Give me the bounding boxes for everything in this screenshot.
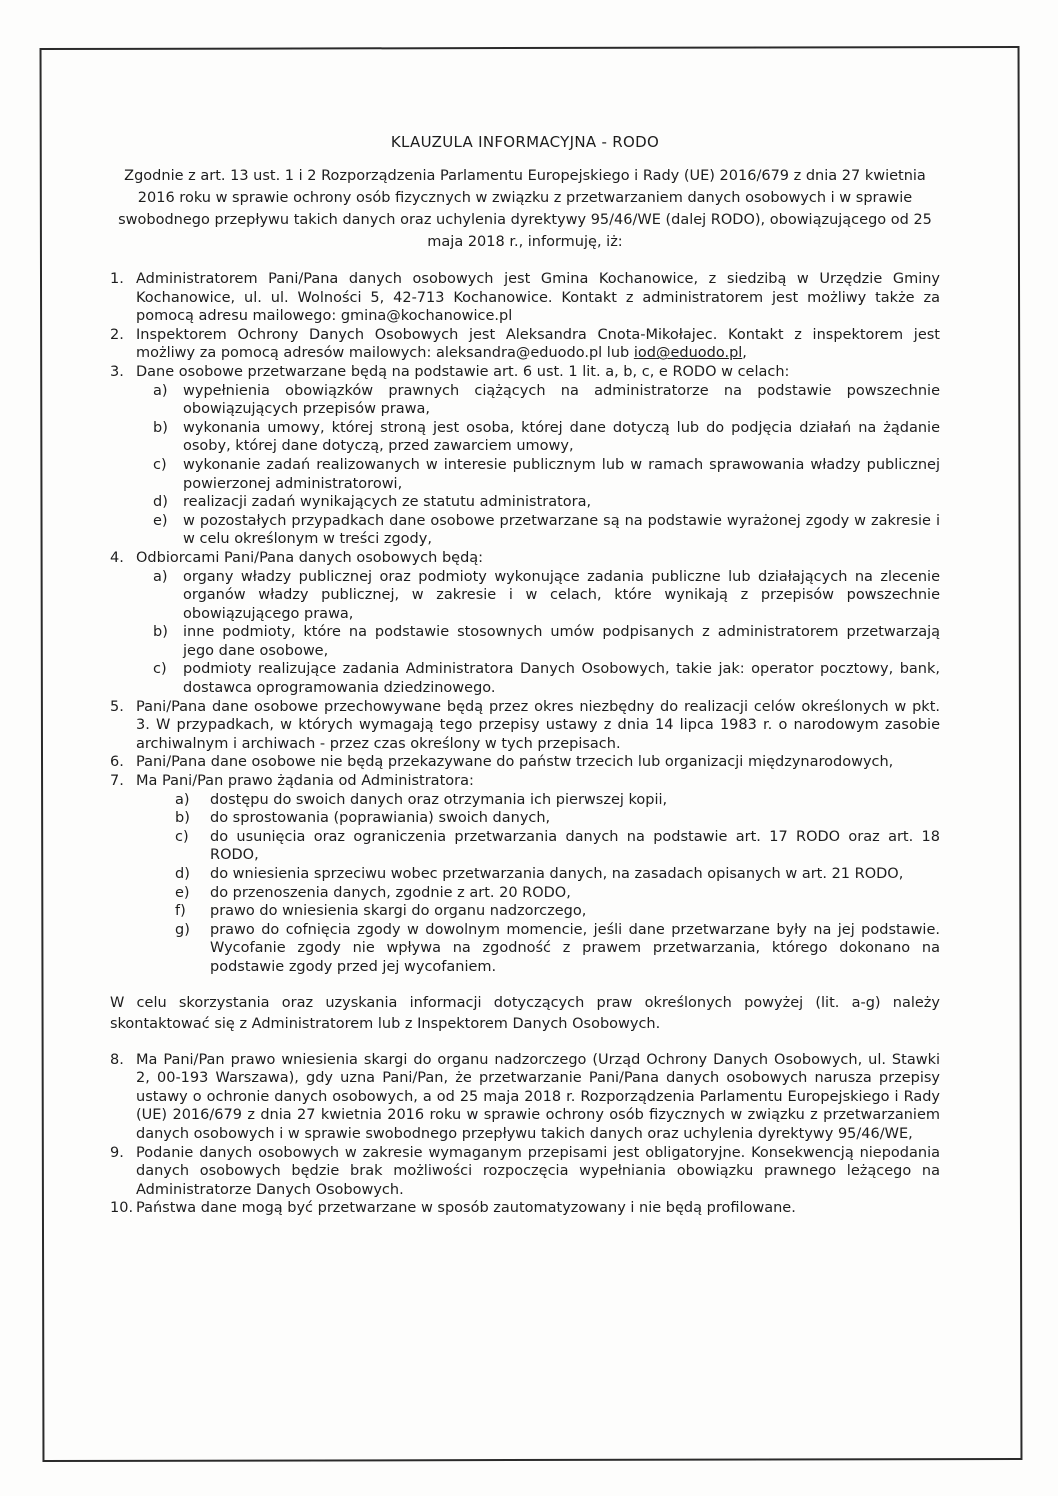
sub-item-7g (175, 921, 940, 977)
sub-text: realizacji zadań wynikających ze statutu administratora, (183, 494, 592, 511)
item-text (136, 326, 940, 363)
item-number: 8. (110, 1051, 124, 1068)
sub-letter: c) (153, 456, 167, 473)
item-number: 2. (110, 326, 124, 343)
item-number: 6. (110, 754, 124, 771)
sub-item-4a (153, 568, 940, 624)
sub-letter: a) (175, 791, 190, 808)
list-item-8 (110, 1051, 940, 1144)
item-number: 4. (110, 549, 124, 566)
item-number: 3. (110, 363, 124, 380)
contact-paragraph: W celu skorzystania oraz uzyskania informacji dotyczących praw określonych powyżej (lit. a-g) należy skontaktować się z Administratorem lub z Inspektorem Danych Osobowych. (110, 994, 940, 1032)
sub-item-7f (175, 902, 940, 921)
sub-text: dostępu do swoich danych oraz otrzymania ich pierwszej kopii, (210, 791, 668, 808)
sub-letter: e) (153, 512, 168, 529)
list-item-1 (110, 270, 940, 326)
item-text: Ma Pani/Pan prawo żądania od Administratora: (136, 773, 474, 790)
sub-letter: f) (175, 903, 186, 920)
list-item-7 (110, 772, 940, 977)
sub-item-3b (153, 419, 940, 456)
item-text: Państwa dane mogą być przetwarzane w sposób zautomatyzowany i nie będą profilowane. (136, 1200, 796, 1217)
document-content (110, 133, 940, 1218)
sub-text: wypełnienia obowiązków prawnych ciążących na administratorze na podstawie powszechnie obowiązujących przepisów prawa, (183, 382, 940, 418)
sub-text: do usunięcia oraz ograniczenia przetwarzania danych na podstawie art. 17 RODO oraz art. 18 RODO, (210, 828, 940, 864)
list-item-10 (110, 1199, 940, 1218)
item-text: Ma Pani/Pan prawo wniesienia skargi do organu nadzorczego (Urząd Ochrony Danych Osobowych, ul. Stawki 2, 00-193 Warszawa), gdy uzna Pani/Pan, że przetwarzanie Pani/Pana danych osobowych narusza przepisy ustawy o ochronie danych osobowych, a od 25 maja 2018 r. Rozporządzenia Parlamentu Europejskiego i Rady (UE) 2016/679 z dnia 27 kwietnia 2016 roku w sprawie ochrony osób fizycznych w związku z przetwarzaniem danych osobowych i w sprawie swobodnego przepływu takich danych oraz uchylenia dyrektywy 95/46/WE, (136, 1051, 940, 1142)
sub-letter: a) (153, 568, 168, 585)
list-item-2 (110, 326, 940, 363)
sub-text: w pozostałych przypadkach dane osobowe przetwarzane są na podstawie wyrażonej zgody w zakresie i w celu określonym w treści zgody, (183, 512, 940, 548)
email-link[interactable]: iod@eduodo.pl (633, 345, 743, 362)
page-title: KLAUZULA INFORMACYJNA - RODO (390, 133, 660, 151)
sub-text: do przenoszenia danych, zgodnie z art. 20 RODO, (210, 884, 571, 901)
sub-item-7a (175, 791, 940, 810)
item-text: Pani/Pana dane osobowe nie będą przekazywane do państw trzecich lub organizacji międzynarodowych, (136, 754, 894, 771)
sub-item-7b (175, 809, 940, 828)
intro-paragraph: Zgodnie z art. 13 ust. 1 i 2 Rozporządzenia Parlamentu Europejskiego i Rady (UE) 2016/679 z dnia 27 kwietnia 2016 roku w sprawie ochrony osób fizycznych w związku z przetwarzaniem danych osobowych i w sprawie swobodnego przepływu takich danych oraz uchylenia dyrektywy 95/46/WE (dalej RODO), obowiązującego od 25 maja 2018 r., informuję, iż: (118, 168, 932, 250)
item-text: Podanie danych osobowych w zakresie wymaganym przepisami jest obligatoryjne. Konsekwencją niepodania danych osobowych będzie brak możliwości rozpoczęcia wypełniania obowiązku prawnego leżącego na Administratorze Danych Osobowych. (136, 1144, 940, 1198)
item-text-start: Inspektorem Ochrony Danych Osobowych jest Aleksandra Cnota-Mikołajec. Kontakt z inspektorem jest możliwy za pomocą adresów mailowych: aleksandra@eduodo.pl lub (136, 326, 940, 362)
list-item-9 (110, 1144, 940, 1200)
sub-letter: d) (153, 494, 168, 511)
sub-text: podmioty realizujące zadania Administratora Danych Osobowych, takie jak: operator pocztowy, bank, dostawca oprogramowania dziedzinowego. (183, 661, 940, 697)
item-text: Dane osobowe przetwarzane będą na podstawie art. 6 ust. 1 lit. a, b, c, e RODO w celach: (136, 363, 790, 380)
sub-text: inne podmioty, które na podstawie stosownych umów podpisanych z administratorem przetwarzają jego dane osobowe, (183, 624, 940, 659)
sub-letter: e) (175, 884, 190, 901)
sub-letter: b) (175, 810, 190, 827)
sub-item-3e (153, 512, 940, 549)
item-number: 1. (110, 271, 124, 287)
sub-text: organy władzy publicznej oraz podmioty wykonujące zadania publiczne lub działających na zlecenie organów władzy publicznej, w zakresie i w celach, które wynikają z przepisów powszechnie obowiązującego prawa, (183, 568, 940, 622)
list-item-4 (110, 549, 940, 698)
item-number: 5. (110, 698, 124, 715)
sub-letter: g) (175, 921, 190, 938)
list-item-5 (110, 698, 940, 754)
sub-text: do wniesienia sprzeciwu wobec przetwarzania danych, na zasadach opisanych w art. 21 RODO, (210, 866, 904, 882)
sub-item-3d (153, 493, 940, 512)
sub-item-7d (175, 865, 940, 884)
item-number: 10. (110, 1200, 134, 1217)
numbered-list-final (110, 1051, 940, 1218)
sub-item-4c (153, 660, 940, 697)
sub-letter: b) (153, 419, 168, 436)
item-text: Pani/Pana dane osobowe przechowywane będą przez okres niezbędny do realizacji celów określonych w pkt. 3. W przypadkach, w których wymagają tego przepisy ustawy z dnia 14 lipca 1983 r. o narodowym zasobie archiwalnym i archiwach - przez czas określony w tych przepisach. (136, 698, 940, 752)
item-text: Administratorem Pani/Pana danych osobowych jest Gmina Kochanowice, z siedzibą w Urzędzie Gminy Kochanowice, ul. ul. Wolności 5, 42-713 Kochanowice. Kontakt z administratorem jest możliwy także za pomocą adresu mailowego: gmina@kochanowice.pl (136, 271, 940, 325)
sub-item-3a (153, 382, 940, 419)
sub-text: wykonania umowy, której stroną jest osoba, której dane dotyczą lub do podjęcia działań na żądanie osoby, której dane dotyczą, przed zawarciem umowy, (183, 419, 940, 455)
sub-letter: c) (175, 828, 189, 845)
sub-text: prawo do cofnięcia zgody w dowolnym momencie, jeśli dane przetwarzane były na jej podstawie. Wycofanie zgody nie wpływa na zgodność z prawem przetwarzania, którego dokonano na podstawie zgody przed jej wycofaniem. (210, 921, 940, 975)
sub-letter: d) (175, 866, 190, 882)
item-text: Odbiorcami Pani/Pana danych osobowych będą: (136, 549, 484, 566)
sub-text: prawo do wniesienia skargi do organu nadzorczego, (210, 903, 587, 920)
sub-letter: a) (153, 382, 168, 399)
sub-text: do sprostowania (poprawiania) swoich danych, (210, 810, 551, 827)
item-text-end: , (742, 345, 747, 362)
list-item-3 (110, 363, 940, 549)
item-number: 7. (110, 773, 124, 790)
list-item-6 (110, 753, 940, 772)
numbered-list-main (110, 270, 940, 977)
sub-item-7e (175, 884, 940, 903)
sub-letter: b) (153, 624, 168, 641)
sub-item-7c (175, 828, 940, 865)
sub-item-4b (153, 623, 940, 660)
sub-letter: c) (153, 661, 167, 678)
sub-item-3c (153, 456, 940, 493)
item-number: 9. (110, 1144, 124, 1161)
sub-text: wykonanie zadań realizowanych w interesie publicznym lub w ramach sprawowania władzy publicznej powierzonej administratorowi, (183, 456, 940, 492)
